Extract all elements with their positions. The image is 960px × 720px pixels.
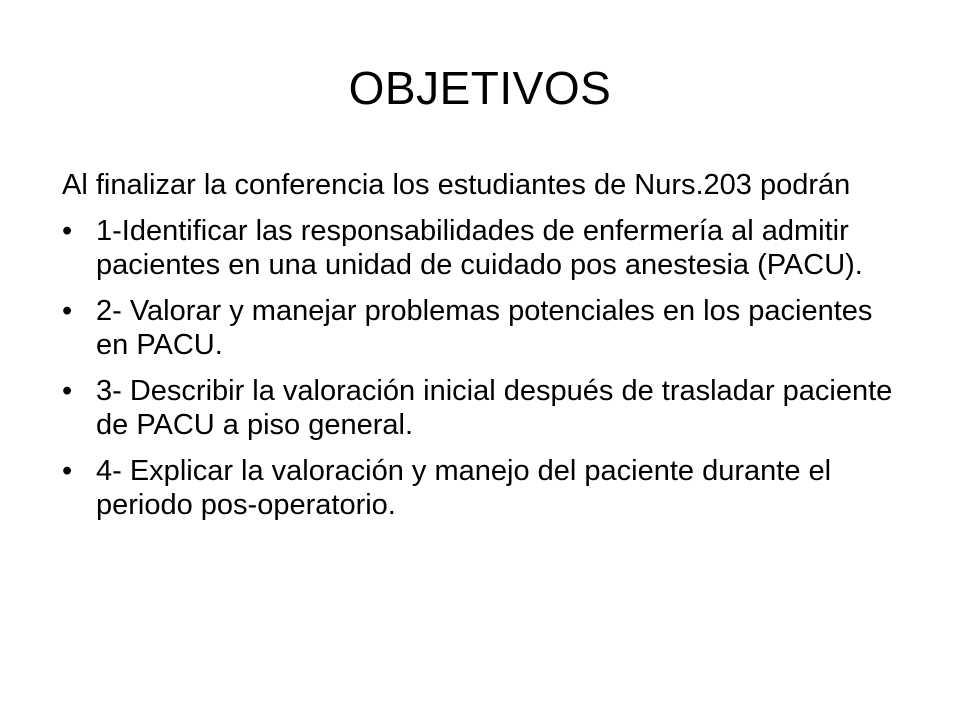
list-item-text: 2- Valorar y manejar problemas potenciales en los pacientes en PACU. [96, 295, 873, 361]
list-item [62, 454, 902, 522]
objectives-list [62, 214, 902, 522]
intro-text: Al finalizar la conferencia los estudiantes de Nurs.203 podrán [62, 169, 851, 201]
list-item [62, 374, 902, 442]
bullet-icon: • [62, 215, 73, 247]
bullet-icon: • [62, 375, 73, 407]
list-item-text: 3- Describir la valoración inicial después de trasladar paciente de PACU a piso general. [96, 375, 893, 441]
bullet-icon: • [62, 455, 73, 487]
list-item [62, 294, 902, 362]
slide-title: OBJETIVOS [348, 62, 612, 114]
bullet-icon: • [62, 295, 73, 327]
list-item-text: 1-Identificar las responsabilidades de enfermería al admitir pacientes en una unidad de cuidado pos anestesia (PACU). [96, 215, 863, 281]
list-item [62, 214, 902, 282]
list-item-text: 4- Explicar la valoración y manejo del paciente durante el periodo pos-operatorio. [96, 455, 832, 521]
slide-body [62, 168, 902, 534]
